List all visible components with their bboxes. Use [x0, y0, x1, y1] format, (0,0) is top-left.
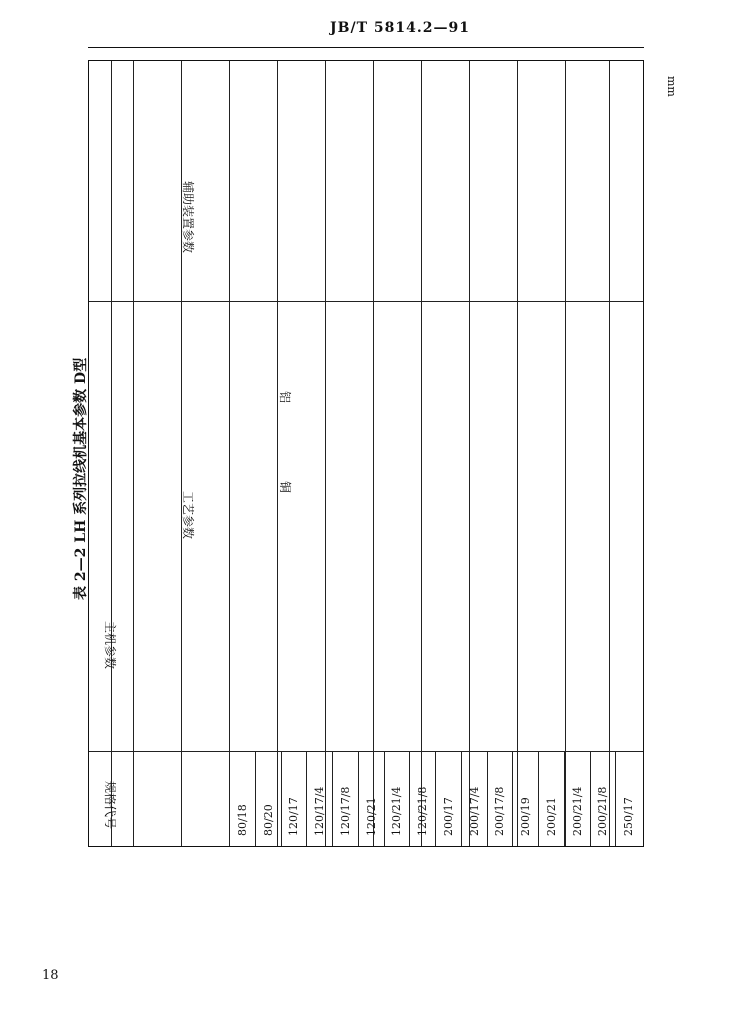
aluminum-heading: 铝 [278, 391, 292, 404]
col-line [325, 61, 326, 846]
spec-code: 200/21 [544, 797, 558, 836]
row-line [615, 751, 616, 846]
process-params-heading: 工艺参数 [181, 491, 195, 540]
row-line [512, 751, 513, 846]
spec-code: 120/21 [364, 797, 378, 836]
spec-code: 200/17/4 [467, 786, 481, 836]
header-rule [88, 47, 644, 48]
col-line [133, 61, 134, 846]
row-line [255, 751, 256, 846]
row-line [358, 751, 359, 846]
spec-code: 200/21/8 [596, 786, 610, 836]
spec-code: 120/17/4 [313, 786, 327, 836]
row-line [229, 751, 230, 846]
params-table [88, 60, 644, 847]
col-line [609, 61, 610, 846]
aux-params-heading: 辅助装置参数 [181, 181, 195, 254]
spec-code: 200/17/8 [493, 786, 507, 836]
row-line [409, 751, 410, 846]
spec-code: 200/19 [519, 797, 533, 836]
col-line [373, 61, 374, 846]
spec-code: 250/17 [622, 797, 636, 836]
spec-code: 120/21/8 [416, 786, 430, 836]
col-line [517, 61, 518, 846]
spec-code-heading: 规格代号 [103, 781, 117, 830]
col-line [421, 61, 422, 846]
spec-code: 120/21/4 [390, 786, 404, 836]
table-title: 表 2—2 LH 系列拉线机基本参数 D型 [73, 357, 89, 600]
row-line [564, 751, 565, 846]
spec-code: 200/17 [441, 797, 455, 836]
row-line [590, 751, 591, 846]
row-line [435, 751, 436, 846]
row-line [306, 751, 307, 846]
col-line [111, 61, 112, 846]
col-line [181, 61, 182, 846]
row-line [487, 751, 488, 846]
header-line [89, 301, 643, 302]
standard-number: JB/T 5814.2—91 [330, 20, 470, 36]
row-line [281, 751, 282, 846]
row-line [538, 751, 539, 846]
spec-code: 120/17/8 [338, 786, 352, 836]
row-line [461, 751, 462, 846]
spec-code: 120/17 [287, 797, 301, 836]
unit-label: mm [665, 76, 678, 97]
copper-heading: 铜 [278, 481, 292, 494]
col-line [565, 61, 566, 846]
spec-code: 80/20 [261, 804, 275, 836]
page-number: 18 [42, 968, 59, 983]
col-line [469, 61, 470, 846]
row-line [384, 751, 385, 846]
spec-code: 80/18 [235, 804, 249, 836]
spec-code: 200/21/4 [570, 786, 584, 836]
main-params-heading: 主机参数 [103, 621, 117, 670]
header-line [89, 751, 643, 752]
col-line [277, 61, 278, 846]
col-line [229, 61, 230, 846]
row-line [332, 751, 333, 846]
